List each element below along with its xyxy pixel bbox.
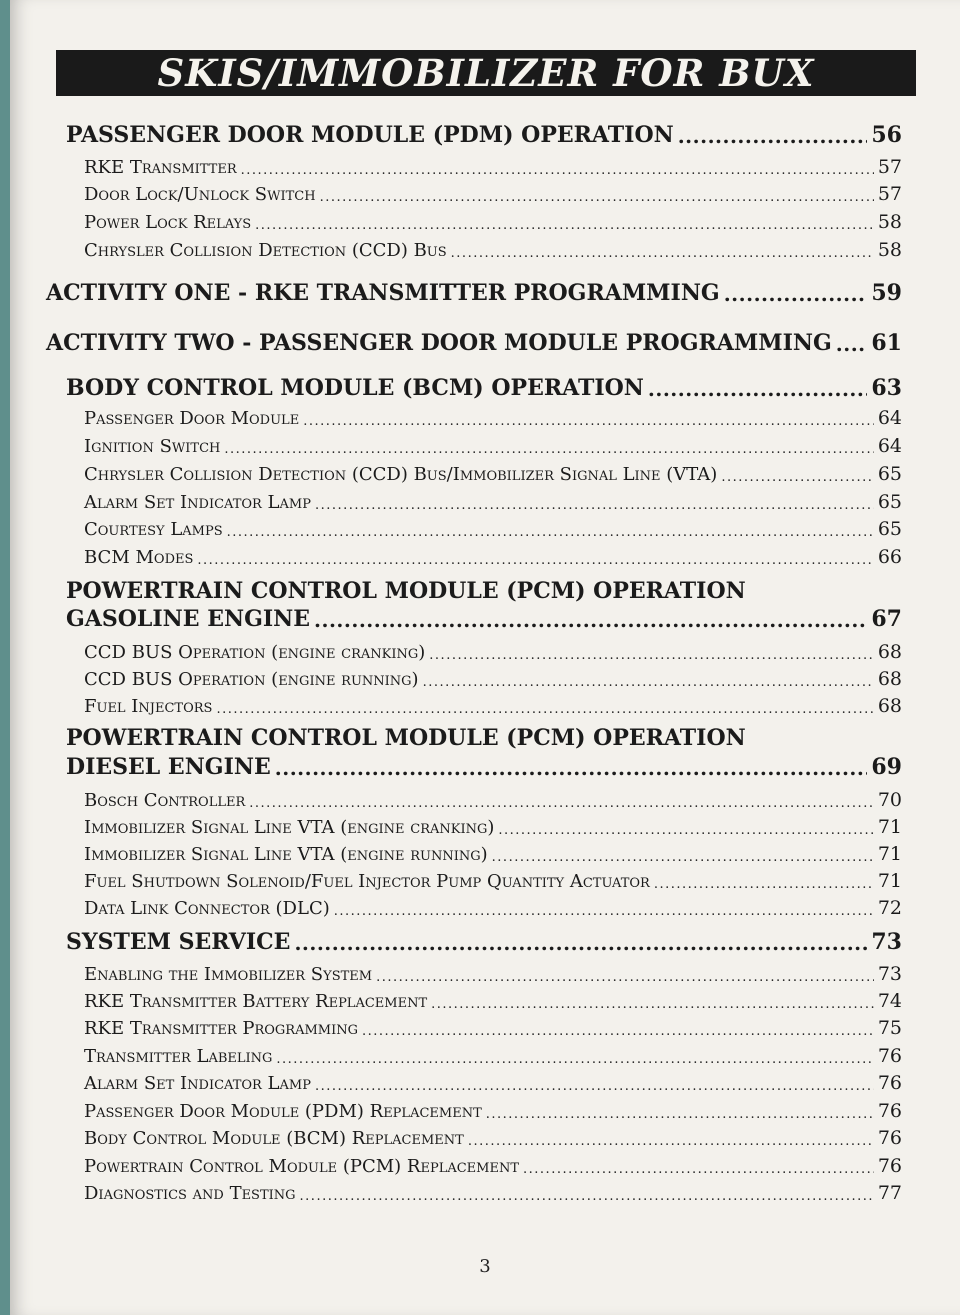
toc-heading-pcm-gasoline: POWERTRAIN CONTROL MODULE (PCM) OPERATION (66, 578, 746, 604)
toc-entry-alarm-lamp-service[interactable]: Alarm Set Indicator Lamp ..... 76 (84, 1072, 902, 1094)
toc-entry-programming[interactable]: RKE Transmitter Programming ..... 75 (84, 1017, 902, 1039)
toc-entry-pdm-replacement[interactable]: Passenger Door Module (PDM) Replacement ..... 76 (84, 1100, 902, 1122)
toc-entry-battery[interactable]: RKE Transmitter Battery Replacement ..... 74 (84, 990, 902, 1012)
toc-entry-pcm-replacement[interactable]: Powertrain Control Module (PCM) Replacement ..... 76 (84, 1155, 902, 1177)
toc-entry-door-lock[interactable]: Door Lock/Unlock Switch ..... 57 (84, 183, 902, 205)
toc-heading-pcm-diesel: POWERTRAIN CONTROL MODULE (PCM) OPERATION (66, 725, 746, 751)
toc-entry-ccd-cranking[interactable]: CCD BUS Operation (engine cranking) ..... 68 (84, 641, 902, 663)
toc-entry-ignition[interactable]: Ignition Switch ..... 64 (84, 435, 902, 457)
toc-entry-power-lock[interactable]: Power Lock Relays ..... 58 (84, 211, 902, 233)
toc-entry-bcm[interactable]: BODY CONTROL MODULE (BCM) OPERATION ..... 63 (66, 375, 902, 401)
toc-entry-labeling[interactable]: Transmitter Labeling ..... 76 (84, 1045, 902, 1067)
toc-entry-vta-cranking[interactable]: Immobilizer Signal Line VTA (engine cranking) ..... 71 (84, 816, 902, 838)
toc-entry-dlc[interactable]: Data Link Connector (DLC) ..... 72 (84, 897, 902, 919)
toc-entry-rke-transmitter[interactable]: RKE Transmitter ..... 57 (84, 156, 902, 178)
toc-entry-system-service[interactable]: SYSTEM SERVICE ..... 73 (66, 929, 902, 955)
toc-entry-pdm[interactable]: PASSENGER DOOR MODULE (PDM) OPERATION ..... 56 (66, 122, 902, 148)
toc-entry-ccd-running[interactable]: CCD BUS Operation (engine running) ..... 68 (84, 668, 902, 690)
document-page (10, 0, 960, 1315)
toc-entry-bcm-modes[interactable]: BCM Modes ..... 66 (84, 546, 902, 568)
toc-entry-bcm-replacement[interactable]: Body Control Module (BCM) Replacement ..... 76 (84, 1127, 902, 1149)
toc-entry-bcm-pdm[interactable]: Passenger Door Module ..... 64 (84, 407, 902, 429)
page-number: 3 (479, 1256, 491, 1277)
toc-entry-pcm-diesel[interactable]: DIESEL ENGINE ..... 69 (66, 754, 902, 780)
toc-entry-activity-one[interactable]: ACTIVITY ONE - RKE TRANSMITTER PROGRAMMING ..... 59 (46, 280, 902, 306)
toc-entry-enabling[interactable]: Enabling the Immobilizer System ..... 73 (84, 963, 902, 985)
toc-entry-fuel-shutdown[interactable]: Fuel Shutdown Solenoid/Fuel Injector Pump Quantity Actuator ..... 71 (84, 870, 902, 892)
toc-entry-ccd-bus[interactable]: Chrysler Collision Detection (CCD) Bus ..... 58 (84, 239, 902, 261)
toc-entry-alarm-lamp[interactable]: Alarm Set Indicator Lamp ..... 65 (84, 491, 902, 513)
toc-entry-ccd-vta[interactable]: Chrysler Collision Detection (CCD) Bus/Immobilizer Signal Line (VTA) ..... 65 (84, 463, 902, 485)
toc-entry-diagnostics[interactable]: Diagnostics and Testing ..... 77 (84, 1182, 902, 1204)
toc-entry-activity-two[interactable]: ACTIVITY TWO - PASSENGER DOOR MODULE PROGRAMMING ..... 61 (46, 330, 902, 356)
toc-entry-pcm-gasoline[interactable]: GASOLINE ENGINE ..... 67 (66, 606, 902, 632)
toc-entry-vta-running[interactable]: Immobilizer Signal Line VTA (engine running) ..... 71 (84, 843, 902, 865)
page-title: SKIS/IMMOBILIZER FOR BUX (157, 51, 815, 95)
toc-entry-fuel-injectors[interactable]: Fuel Injectors ..... 68 (84, 695, 902, 717)
table-of-contents (10, 0, 960, 1315)
toc-entry-bosch[interactable]: Bosch Controller ..... 70 (84, 789, 902, 811)
toc-entry-courtesy-lamps[interactable]: Courtesy Lamps ..... 65 (84, 518, 902, 540)
